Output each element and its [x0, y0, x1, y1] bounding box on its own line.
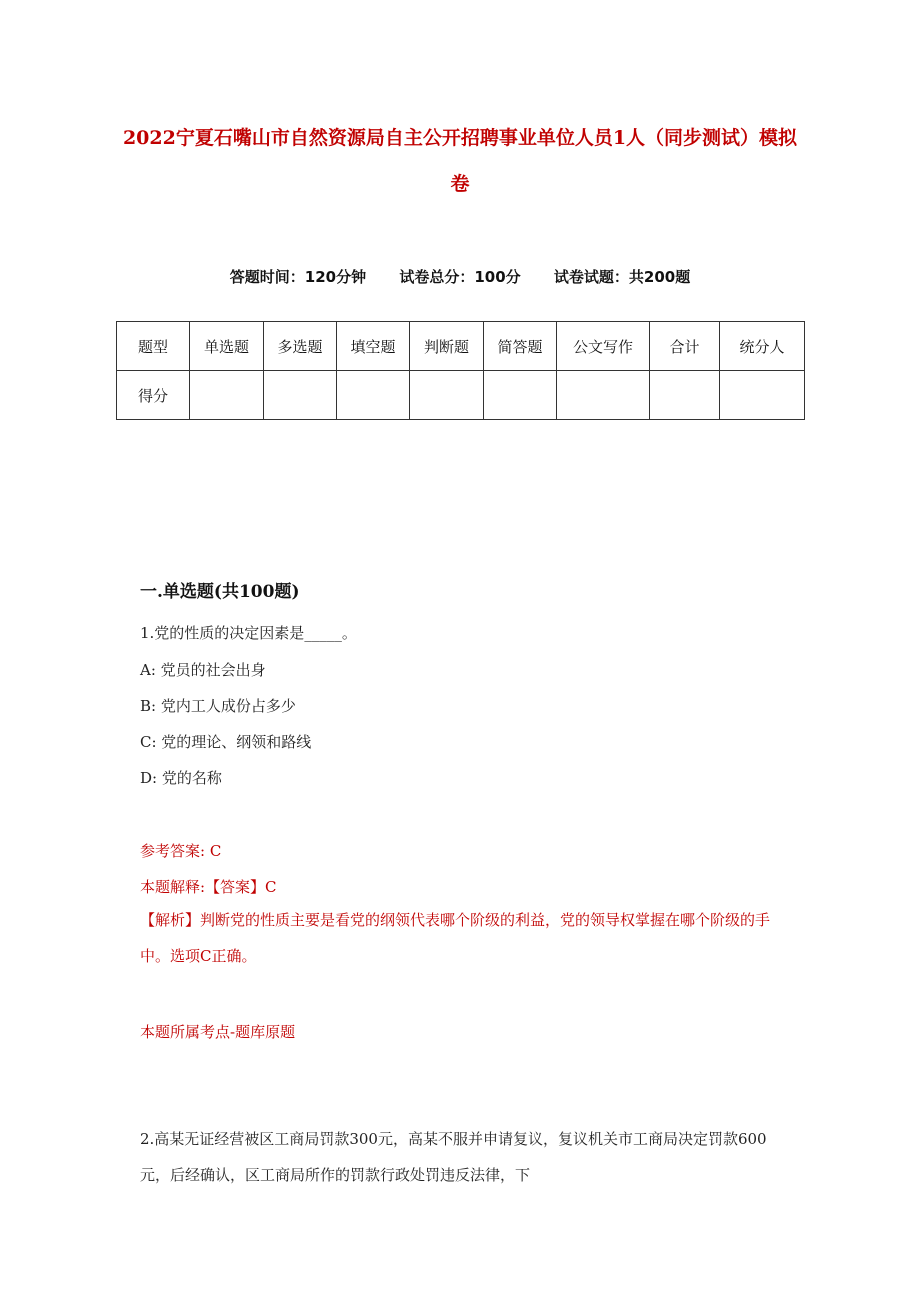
- score-row-label: 得分: [117, 371, 190, 420]
- header-cell-type: 题型: [117, 322, 190, 371]
- header-cell-single-choice: 单选题: [190, 322, 264, 371]
- score-cell: [410, 371, 484, 420]
- header-cell-total: 合计: [650, 322, 720, 371]
- score-cell: [720, 371, 805, 420]
- question-1-option-a: A: 党员的社会出身: [140, 661, 266, 679]
- exam-question-count: 试卷试题：共200题: [553, 268, 691, 286]
- question-1-option-c: C: 党的理论、纲领和路线: [140, 733, 312, 751]
- header-cell-multi-choice: 多选题: [264, 322, 337, 371]
- score-cell: [484, 371, 557, 420]
- score-cell: [557, 371, 650, 420]
- question-1-explanation-body: 【解析】判断党的性质主要是看党的纲领代表哪个阶级的利益，党的领导权掌握在哪个阶级的手中。选项C正确。: [140, 911, 771, 965]
- score-cell: [337, 371, 410, 420]
- question-1-answer: 参考答案: C: [140, 842, 222, 860]
- header-cell-scorer: 统分人: [720, 322, 805, 371]
- score-table-header-row: [117, 322, 805, 371]
- question-1-explanation-head: 本题解释:【答案】C: [140, 878, 277, 896]
- score-cell: [650, 371, 720, 420]
- score-cell: [264, 371, 337, 420]
- score-table: [116, 321, 805, 420]
- header-cell-fill-blank: 填空题: [337, 322, 410, 371]
- question-1-topic: 本题所属考点-题库原题: [140, 1023, 296, 1041]
- question-1-option-b: B: 党内工人成份占多少: [140, 697, 296, 715]
- question-1-option-d: D: 党的名称: [140, 769, 222, 787]
- header-cell-true-false: 判断题: [410, 322, 484, 371]
- page-title: 2022宁夏石嘴山市自然资源局自主公开招聘事业单位人员1人（同步测试）模拟卷: [122, 127, 798, 195]
- score-table-score-row: [117, 371, 805, 420]
- header-cell-short-answer: 简答题: [484, 322, 557, 371]
- exam-info: [118, 266, 802, 287]
- score-cell: [190, 371, 264, 420]
- exam-total-score: 试卷总分：100分: [399, 268, 521, 286]
- exam-time: 答题时间：120分钟: [229, 268, 367, 286]
- question-2-stem: 2.高某无证经营被区工商局罚款300元，高某不服并申请复议，复议机关市工商局决定罚款600元，后经确认，区工商局所作的罚款行政处罚违反法律，下: [140, 1130, 767, 1184]
- question-1-stem: 1.党的性质的决定因素是_____。: [140, 624, 357, 642]
- section-title: 一.单选题(共100题): [140, 582, 300, 602]
- header-cell-document-writing: 公文写作: [557, 322, 650, 371]
